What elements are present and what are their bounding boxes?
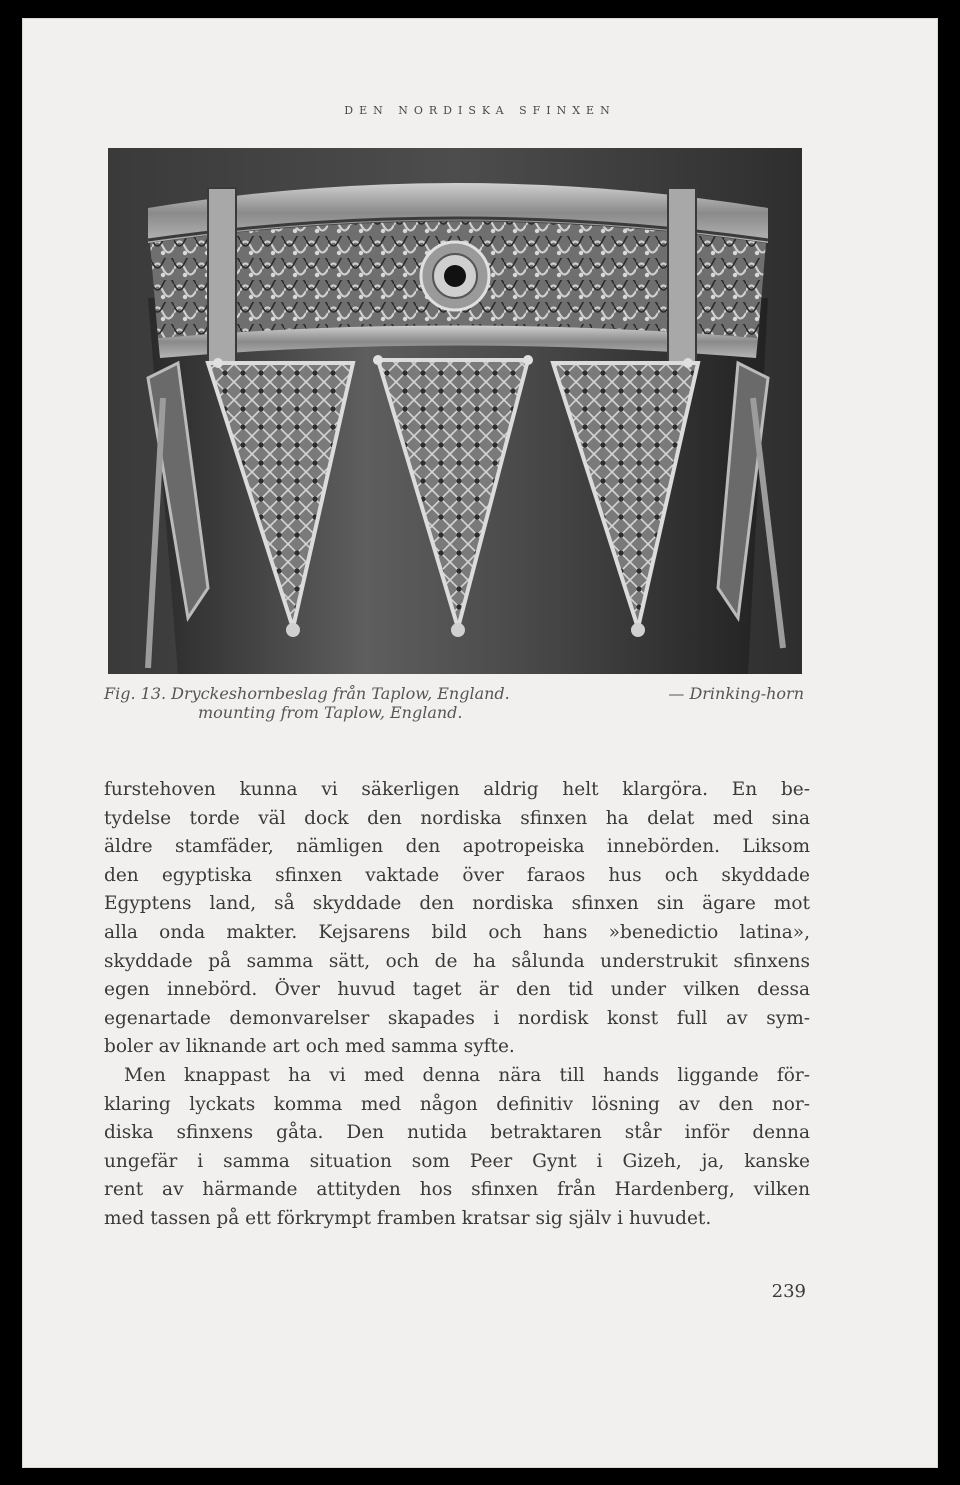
text-line: boler av liknande art och med samma syfte. [104, 1036, 515, 1058]
caption-english-start: — Drinking-horn [668, 684, 804, 703]
text-line: egen innebörd. Över huvud taget är den tid under vilken dessa [104, 979, 810, 1001]
figure-caption [104, 684, 804, 722]
text-line: skyddade på samma sätt, och de ha sålunda understrukit sfinxens [104, 950, 810, 972]
text-line: klaring lyckats komma med någon definitiv lösning av den nor- [104, 1093, 810, 1115]
text-line: egenartade demonvarelser skapades i nordisk konst full av sym- [104, 1007, 810, 1029]
running-head: DEN NORDISKA SFINXEN [344, 104, 616, 117]
text-line: furstehoven kunna vi säkerligen aldrig helt klargöra. En be- [104, 779, 810, 800]
body-text [104, 776, 810, 1234]
caption-english-end: mounting from Taplow, England. [198, 703, 463, 722]
text-line: alla onda makter. Kejsarens bild och hans »benedictio latina», [104, 921, 810, 943]
drinking-horn-photograph [108, 148, 802, 674]
text-line: Egyptens land, så skyddade den nordiska sfinxen sin ägare mot [104, 893, 810, 915]
book-page [22, 18, 938, 1468]
text-line: rent av härmande attityden hos sfinxen från Hardenberg, vilken [104, 1179, 810, 1201]
page-number: 239 [771, 1281, 806, 1302]
text-line: den egyptiska sfinxen vaktade över faraos hus och skyddade [104, 864, 810, 886]
drinking-horn-mount-image [108, 148, 802, 674]
text-line: ungefär i samma situation som Peer Gynt i Gizeh, ja, kanske [104, 1150, 810, 1172]
caption-swedish: Fig. 13. Dryckeshornbeslag från Taplow, England. [104, 684, 510, 703]
text-line: Men knappast ha vi med denna nära till hands liggande för- [124, 1064, 810, 1086]
text-line: med tassen på ett förkrympt framben kratsar sig själv i huvudet. [104, 1207, 712, 1229]
text-line: äldre stamfäder, nämligen den apotropeiska innebörden. Liksom [104, 836, 810, 858]
text-line: tydelse torde väl dock den nordiska sfinxen ha delat med sina [104, 807, 810, 829]
text-line: diska sfinxens gåta. Den nutida betraktaren står inför denna [104, 1122, 810, 1144]
